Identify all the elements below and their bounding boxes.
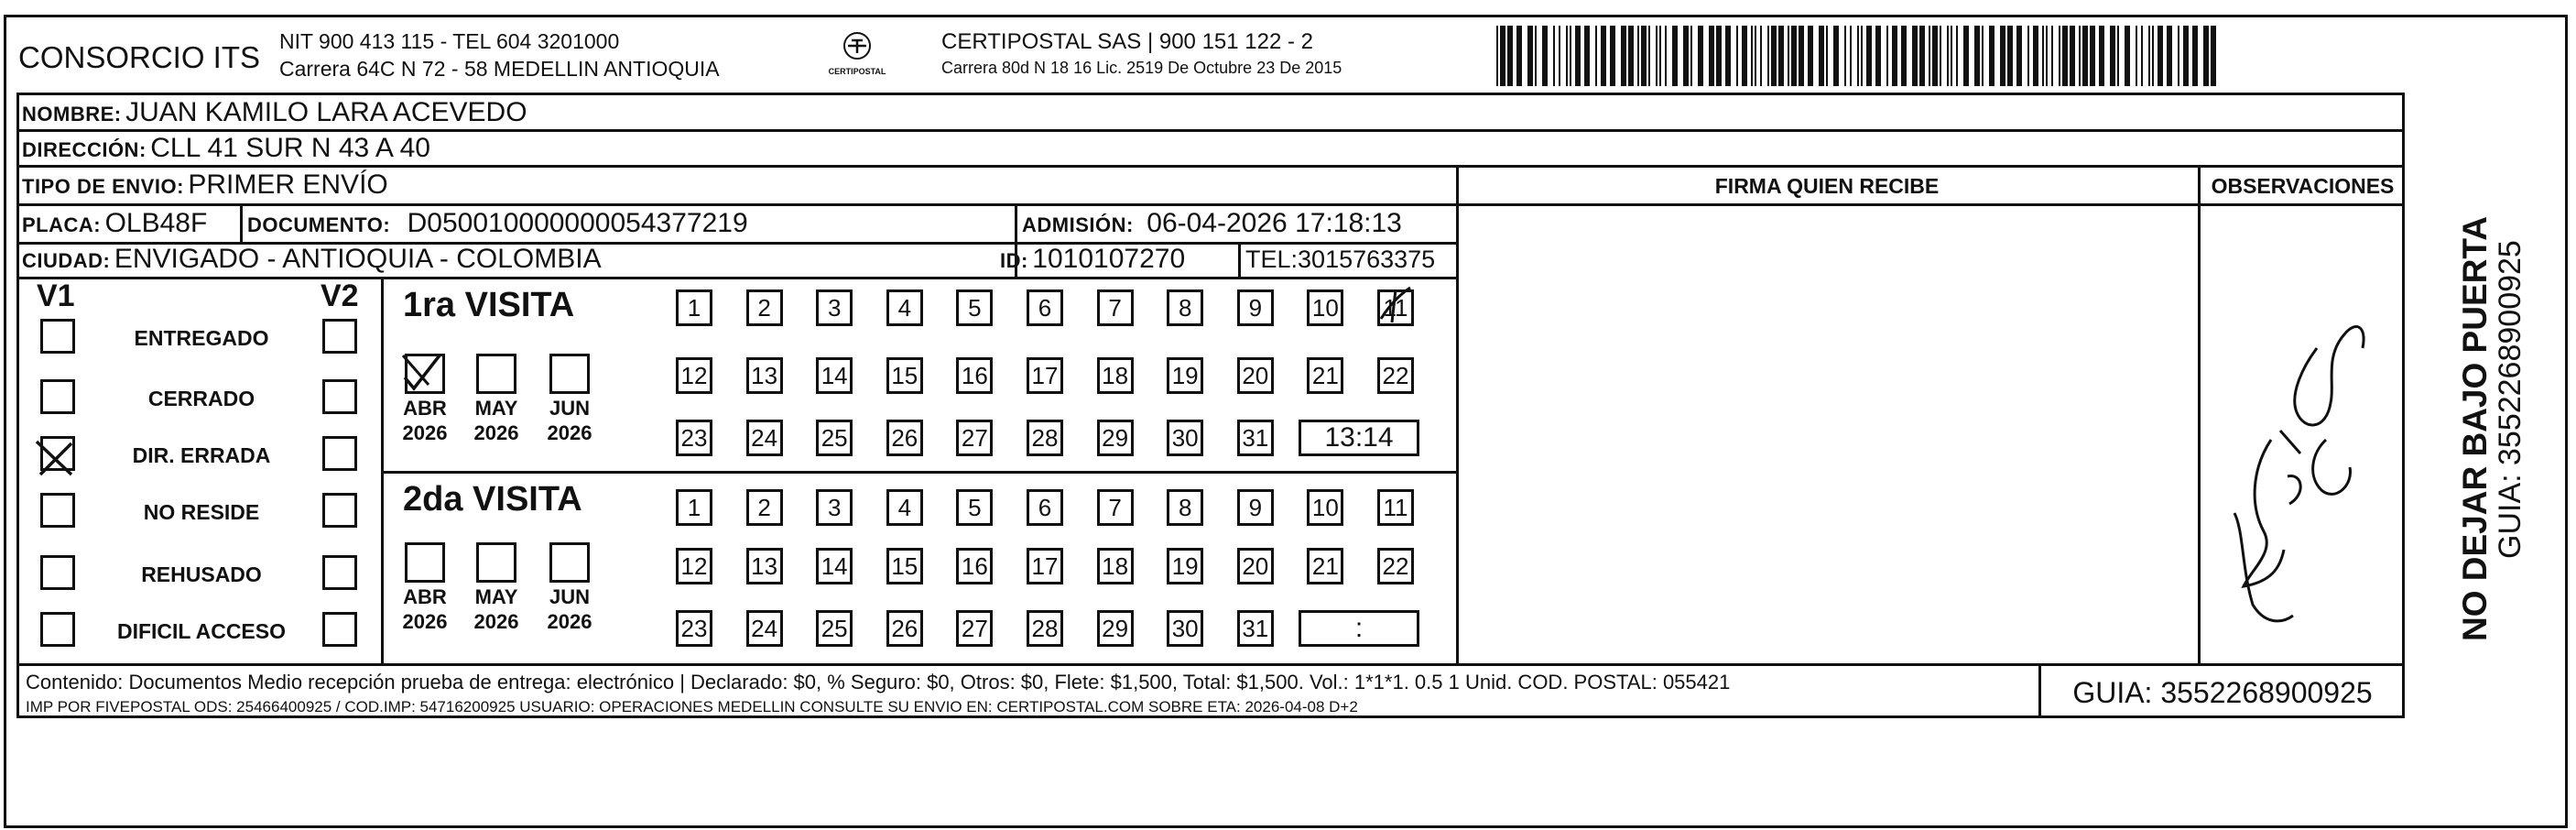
v2-checkbox[interactable] [322, 493, 357, 528]
month-label [538, 396, 602, 445]
documento-value: D050010000000054377219 [407, 208, 748, 238]
day-box[interactable]: 12 [676, 357, 712, 394]
day-box[interactable]: 1 [676, 489, 712, 526]
barcode-bar [1788, 26, 1789, 86]
day-box[interactable]: 4 [886, 289, 923, 326]
barcode-bar [2141, 26, 2143, 86]
barcode-bar [2059, 26, 2060, 86]
second-visit-title: 2da VISITA [403, 480, 582, 519]
month-name: ABR [403, 585, 447, 608]
barcode-bar [1566, 26, 1568, 86]
day-box[interactable]: 7 [1097, 489, 1134, 526]
day-box[interactable]: 31 [1237, 610, 1274, 647]
barcode-bar [2027, 26, 2029, 86]
barcode-bar [1637, 26, 1639, 86]
status-label: DIR. ERRADA [132, 443, 271, 467]
barcode-bar [2000, 26, 2005, 86]
day-box[interactable]: 28 [1027, 420, 1063, 456]
barcode-bar [1760, 26, 1762, 86]
col-top [1456, 165, 2405, 168]
barcode-bar [1808, 26, 1813, 86]
firma-header: FIRMA QUIEN RECIBE [1714, 174, 1940, 198]
month-name: ABR [403, 397, 447, 420]
barcode-bar [1819, 26, 1824, 86]
company-name: CONSORCIO ITS [18, 40, 261, 74]
second-visit-time[interactable]: : [1299, 610, 1419, 647]
barcode-bar [1778, 26, 1784, 86]
day-box[interactable]: 24 [746, 420, 783, 456]
day-box[interactable]: 29 [1097, 610, 1134, 647]
month-label [464, 396, 528, 445]
barcode-bar [2158, 26, 2163, 86]
barcode-bar [2148, 26, 2150, 86]
ciudad-label: CIUDAD: [22, 249, 111, 272]
barcode-bar [1912, 26, 1918, 86]
barcode-bar [1690, 26, 1692, 86]
barcode-bar [1716, 26, 1722, 86]
barcode-bar [1628, 26, 1634, 86]
day-box[interactable]: 26 [886, 610, 923, 647]
day-box[interactable]: 19 [1167, 357, 1203, 394]
barcode-bar [1672, 26, 1678, 86]
day-box[interactable]: 29 [1097, 420, 1134, 456]
signature-icon [2216, 293, 2381, 646]
barcode-bar [1656, 26, 1658, 86]
tipo-value: PRIMER ENVÍO [188, 169, 388, 200]
day-box[interactable]: 14 [816, 357, 853, 394]
barcode-bar [1535, 26, 1537, 86]
v2-checkbox[interactable] [322, 612, 357, 647]
barcode-bar [2099, 26, 2104, 86]
tel-label: TEL: [1245, 246, 1299, 273]
v1-checkbox[interactable] [40, 612, 75, 647]
day-box[interactable]: 17 [1027, 548, 1063, 584]
footer-guia: GUIA: 3552268900925 [2072, 676, 2373, 709]
month-label [538, 584, 602, 634]
barcode-bar [2178, 26, 2179, 86]
day-box[interactable]: 16 [956, 548, 993, 584]
day-box[interactable]: 13 [746, 548, 783, 584]
barcode-bar [2211, 26, 2216, 86]
barcode-bar [1542, 26, 1548, 86]
day-box[interactable]: 30 [1167, 610, 1203, 647]
day-box[interactable]: 10 [1307, 289, 1343, 326]
cell-divider [381, 277, 384, 663]
imp-text: IMP POR FIVEPOSTAL ODS: 25466400925 / COD.IMP: 54716200925 USUARIO: OPERACIONES MEDELLIN CONSULTE SU ENVIO EN: CERTIPOSTAL.COM SOBRE ETA: 2026-04-08 D+2 [26, 698, 1358, 715]
barcode-bar [1974, 26, 1980, 86]
barcode-bar [2070, 26, 2075, 86]
cell-divider [240, 203, 243, 242]
day-box[interactable]: 19 [1167, 548, 1203, 584]
barcode-bar [2046, 26, 2048, 86]
barcode-bar [1799, 26, 1804, 86]
day-box[interactable]: 17 [1027, 357, 1063, 394]
barcode-bar [2136, 26, 2137, 86]
contenido-text: Contenido: Documentos Medio recepción prueba de entrega: electrónico | Declarado: $0, % Seguro: $0, Otros: $0, Flete: $1,500, Total: $1,500. Vol.: 1*1*1. 0.5 1 Unid. COD. POSTAL: 055421 [26, 671, 1731, 693]
barcode-bar [1648, 26, 1650, 86]
day-box[interactable]: 14 [816, 548, 853, 584]
barcode-bar [1527, 26, 1533, 86]
day-box[interactable]: 21 [1307, 548, 1343, 584]
v1-header: V1 [37, 278, 75, 313]
day-box[interactable]: 31 [1237, 420, 1274, 456]
tipo-label: TIPO DE ENVIO: [22, 175, 184, 198]
barcode-bar [1892, 26, 1897, 86]
barcode-bar [1601, 26, 1606, 86]
barcode-bar [1901, 26, 1907, 86]
first-visit-time[interactable]: 13:14 [1299, 420, 1419, 456]
day-box[interactable]: 12 [676, 548, 712, 584]
day-box[interactable]: 8 [1167, 489, 1203, 526]
tipo-row [22, 169, 388, 201]
certipostal-address: Carrera 80d N 18 16 Lic. 2519 De Octubre 23 De 2015 [941, 59, 1342, 77]
barcode-bar [1929, 26, 1930, 86]
barcode-bar [1595, 26, 1597, 86]
barcode-bar [2082, 26, 2088, 86]
barcode-bar [1500, 26, 1505, 86]
day-box[interactable]: 23 [676, 610, 712, 647]
barcode-bar [2183, 26, 2189, 86]
id-label: ID: [1000, 249, 1028, 272]
v2-header: V2 [321, 278, 359, 313]
v2-checkbox[interactable] [322, 436, 357, 471]
v1-dir-errada-check-icon [35, 440, 75, 481]
barcode [1496, 26, 2225, 86]
barcode-bar [1683, 26, 1689, 86]
barcode-bar [1725, 26, 1731, 86]
barcode-bar [1641, 26, 1647, 86]
barcode-bar [1956, 26, 1958, 86]
barcode-bar [1736, 26, 1738, 86]
barcode-bar [1833, 26, 1839, 86]
month-name: MAY [474, 585, 518, 608]
barcode-bar [2203, 26, 2209, 86]
day-box[interactable]: 6 [1027, 489, 1063, 526]
barcode-bar [2051, 26, 2053, 86]
side-guia: GUIA: 3552268900925 [2493, 240, 2527, 559]
barcode-bar [1709, 26, 1714, 86]
nombre-row [22, 97, 527, 128]
day-box[interactable]: 9 [1237, 289, 1274, 326]
admision-value: 06-04-2026 17:18:13 [1147, 208, 1402, 238]
barcode-bar [1559, 26, 1560, 86]
barcode-bar [2007, 26, 2013, 86]
logo-text: CERTIPOSTAL [828, 67, 886, 76]
ciudad-value: ENVIGADO - ANTIOQUIA - COLOMBIA [114, 244, 602, 274]
status-label: DIFICIL ACCESO [116, 619, 286, 643]
col-divider [1456, 165, 1459, 663]
address-line: Carrera 64C N 72 - 58 MEDELLIN ANTIOQUIA [279, 57, 720, 81]
placa-cell [22, 208, 207, 239]
month-name: MAY [474, 397, 518, 420]
month-year: 2026 [547, 610, 592, 633]
barcode-bar [1507, 26, 1513, 86]
barcode-bar [1584, 26, 1590, 86]
barcode-bar [1875, 26, 1881, 86]
month-checkbox[interactable] [476, 354, 516, 394]
barcode-bar [1665, 26, 1667, 86]
row-divider [16, 129, 2405, 132]
row-divider [1456, 203, 2405, 206]
day-box[interactable]: 6 [1027, 289, 1063, 326]
v2-checkbox[interactable] [322, 379, 357, 414]
barcode-bar [1742, 26, 1747, 86]
barcode-bar [1751, 26, 1753, 86]
status-label: ENTREGADO [134, 326, 269, 350]
barcode-bar [1553, 26, 1555, 86]
barcode-bar [1771, 26, 1777, 86]
v2-checkbox[interactable] [322, 319, 357, 354]
day-box[interactable]: 4 [886, 489, 923, 526]
barcode-bar [2192, 26, 2198, 86]
day-box[interactable]: 11 [1377, 489, 1414, 526]
day-box[interactable]: 22 [1377, 357, 1414, 394]
barcode-bar [1932, 26, 1938, 86]
barcode-bar [2079, 26, 2081, 86]
day-box[interactable]: 28 [1027, 610, 1063, 647]
day-box[interactable]: 2 [746, 489, 783, 526]
admision-cell [1022, 208, 1402, 239]
day-box[interactable]: 25 [816, 610, 853, 647]
barcode-bar [1989, 26, 1994, 86]
month-checkbox[interactable] [476, 542, 516, 583]
day-box[interactable]: 30 [1167, 420, 1203, 456]
month-label [393, 584, 457, 634]
barcode-bar [2152, 26, 2154, 86]
day-box[interactable]: 8 [1167, 289, 1203, 326]
day-box[interactable]: 10 [1307, 489, 1343, 526]
barcode-bar [2042, 26, 2044, 86]
nit-line: NIT 900 413 115 - TEL 604 3201000 [279, 29, 620, 53]
row-divider [16, 277, 1456, 279]
barcode-bar [2110, 26, 2115, 86]
v2-checkbox[interactable] [322, 555, 357, 590]
status-label: REHUSADO [141, 562, 262, 586]
day-box[interactable]: 22 [1377, 548, 1414, 584]
barcode-bar [1886, 26, 1888, 86]
day-box[interactable]: 11 [1377, 289, 1414, 326]
day-box[interactable]: 20 [1237, 357, 1274, 394]
day-box[interactable]: 23 [676, 420, 712, 456]
barcode-bar [1963, 26, 1969, 86]
day-box[interactable]: 24 [746, 610, 783, 647]
month-label [464, 584, 528, 634]
barcode-bar [1861, 26, 1863, 86]
v1-checkbox[interactable] [40, 379, 75, 414]
barcode-bar [1575, 26, 1581, 86]
barcode-bar [2090, 26, 2095, 86]
barcode-bar [1857, 26, 1859, 86]
barcode-bar [2033, 26, 2038, 86]
observaciones-header: OBSERVACIONES [2211, 174, 2395, 198]
day-box[interactable]: 27 [956, 610, 993, 647]
month-year: 2026 [547, 421, 592, 444]
month-year: 2026 [473, 610, 519, 633]
barcode-bar [1940, 26, 1941, 86]
top-rule [4, 15, 2568, 17]
month-name: JUN [549, 397, 590, 420]
tel-cell [1245, 246, 1435, 274]
barcode-bar [2117, 26, 2119, 86]
day-box[interactable]: 25 [816, 420, 853, 456]
documento-cell [247, 208, 748, 239]
barcode-bar [1516, 26, 1522, 86]
barcode-bar [1850, 26, 1852, 86]
barcode-bar [1570, 26, 1571, 86]
tel-value: 3015763375 [1298, 246, 1436, 273]
col-divider [2198, 165, 2201, 663]
abr-check-icon [401, 354, 443, 397]
barcode-bar [1659, 26, 1661, 86]
id-value: 1010107270 [1032, 244, 1186, 274]
v1-checkbox[interactable] [40, 555, 75, 590]
day-box[interactable]: 27 [956, 420, 993, 456]
day-box[interactable]: 3 [816, 289, 853, 326]
month-year: 2026 [402, 610, 448, 633]
month-checkbox[interactable] [549, 542, 590, 583]
status-label: CERRADO [147, 387, 255, 410]
day-box[interactable]: 18 [1097, 357, 1134, 394]
barcode-bar [1496, 26, 1498, 86]
certipostal-line: CERTIPOSTAL SAS | 900 151 122 - 2 [941, 29, 1313, 54]
barcode-bar [1755, 26, 1756, 86]
barcode-bar [1791, 26, 1797, 86]
logo-icon [839, 31, 875, 64]
side-no-dejar: NO DEJAR BAJO PUERTA [2456, 216, 2494, 641]
visit-divider [381, 471, 1456, 474]
barcode-bar [2062, 26, 2068, 86]
month-year: 2026 [473, 421, 519, 444]
day-box[interactable]: 9 [1237, 489, 1274, 526]
barcode-bar [2167, 26, 2172, 86]
day-box[interactable]: 3 [816, 489, 853, 526]
direccion-label: DIRECCIÓN: [22, 138, 147, 161]
barcode-bar [1621, 26, 1626, 86]
v1-checkbox[interactable] [40, 493, 75, 528]
day-box[interactable]: 16 [956, 357, 993, 394]
barcode-bar [1982, 26, 1984, 86]
nombre-label: NOMBRE: [22, 103, 122, 126]
v1-checkbox[interactable] [40, 319, 75, 354]
nombre-value: JUAN KAMILO LARA ACEVEDO [125, 97, 527, 127]
barcode-bar [1844, 26, 1846, 86]
footer-divider [16, 663, 2405, 666]
day-box[interactable]: 7 [1097, 289, 1134, 326]
month-label [393, 396, 457, 445]
barcode-bar [1951, 26, 1952, 86]
certipostal-logo [821, 31, 894, 76]
day-box[interactable]: 13 [746, 357, 783, 394]
direccion-value: CLL 41 SUR N 43 A 40 [150, 133, 430, 163]
documento-label: DOCUMENTO: [247, 213, 391, 236]
barcode-bar [1919, 26, 1925, 86]
ciudad-cell [22, 244, 602, 275]
month-checkbox[interactable] [549, 354, 590, 394]
cell-divider [2038, 663, 2041, 718]
barcode-bar [1767, 26, 1769, 86]
day-box[interactable]: 20 [1237, 548, 1274, 584]
first-visit-title: 1ra VISITA [403, 286, 575, 324]
admision-label: ADMISIÓN: [1022, 213, 1134, 236]
day-11-check-icon [1377, 286, 1414, 331]
barcode-bar [1826, 26, 1828, 86]
barcode-bar [2016, 26, 2022, 86]
day-box[interactable]: 5 [956, 289, 993, 326]
day-box[interactable]: 21 [1307, 357, 1343, 394]
day-box[interactable]: 2 [746, 289, 783, 326]
month-year: 2026 [402, 421, 448, 444]
day-box[interactable]: 1 [676, 289, 712, 326]
status-label: NO RESIDE [143, 500, 260, 524]
direccion-row [22, 133, 430, 164]
month-checkbox[interactable] [405, 542, 445, 583]
barcode-bar [1610, 26, 1615, 86]
barcode-bar [2125, 26, 2130, 86]
day-box[interactable]: 5 [956, 489, 993, 526]
barcode-bar [1698, 26, 1703, 86]
cell-divider [1238, 242, 1241, 277]
month-name: JUN [549, 585, 590, 608]
day-box[interactable]: 26 [886, 420, 923, 456]
day-box[interactable]: 15 [886, 548, 923, 584]
barcode-bar [1947, 26, 1949, 86]
day-box[interactable]: 15 [886, 357, 923, 394]
id-cell [1000, 244, 1185, 275]
placa-label: PLACA: [22, 213, 102, 236]
barcode-bar [1866, 26, 1872, 86]
placa-value: OLB48F [104, 208, 208, 238]
day-box[interactable]: 18 [1097, 548, 1134, 584]
